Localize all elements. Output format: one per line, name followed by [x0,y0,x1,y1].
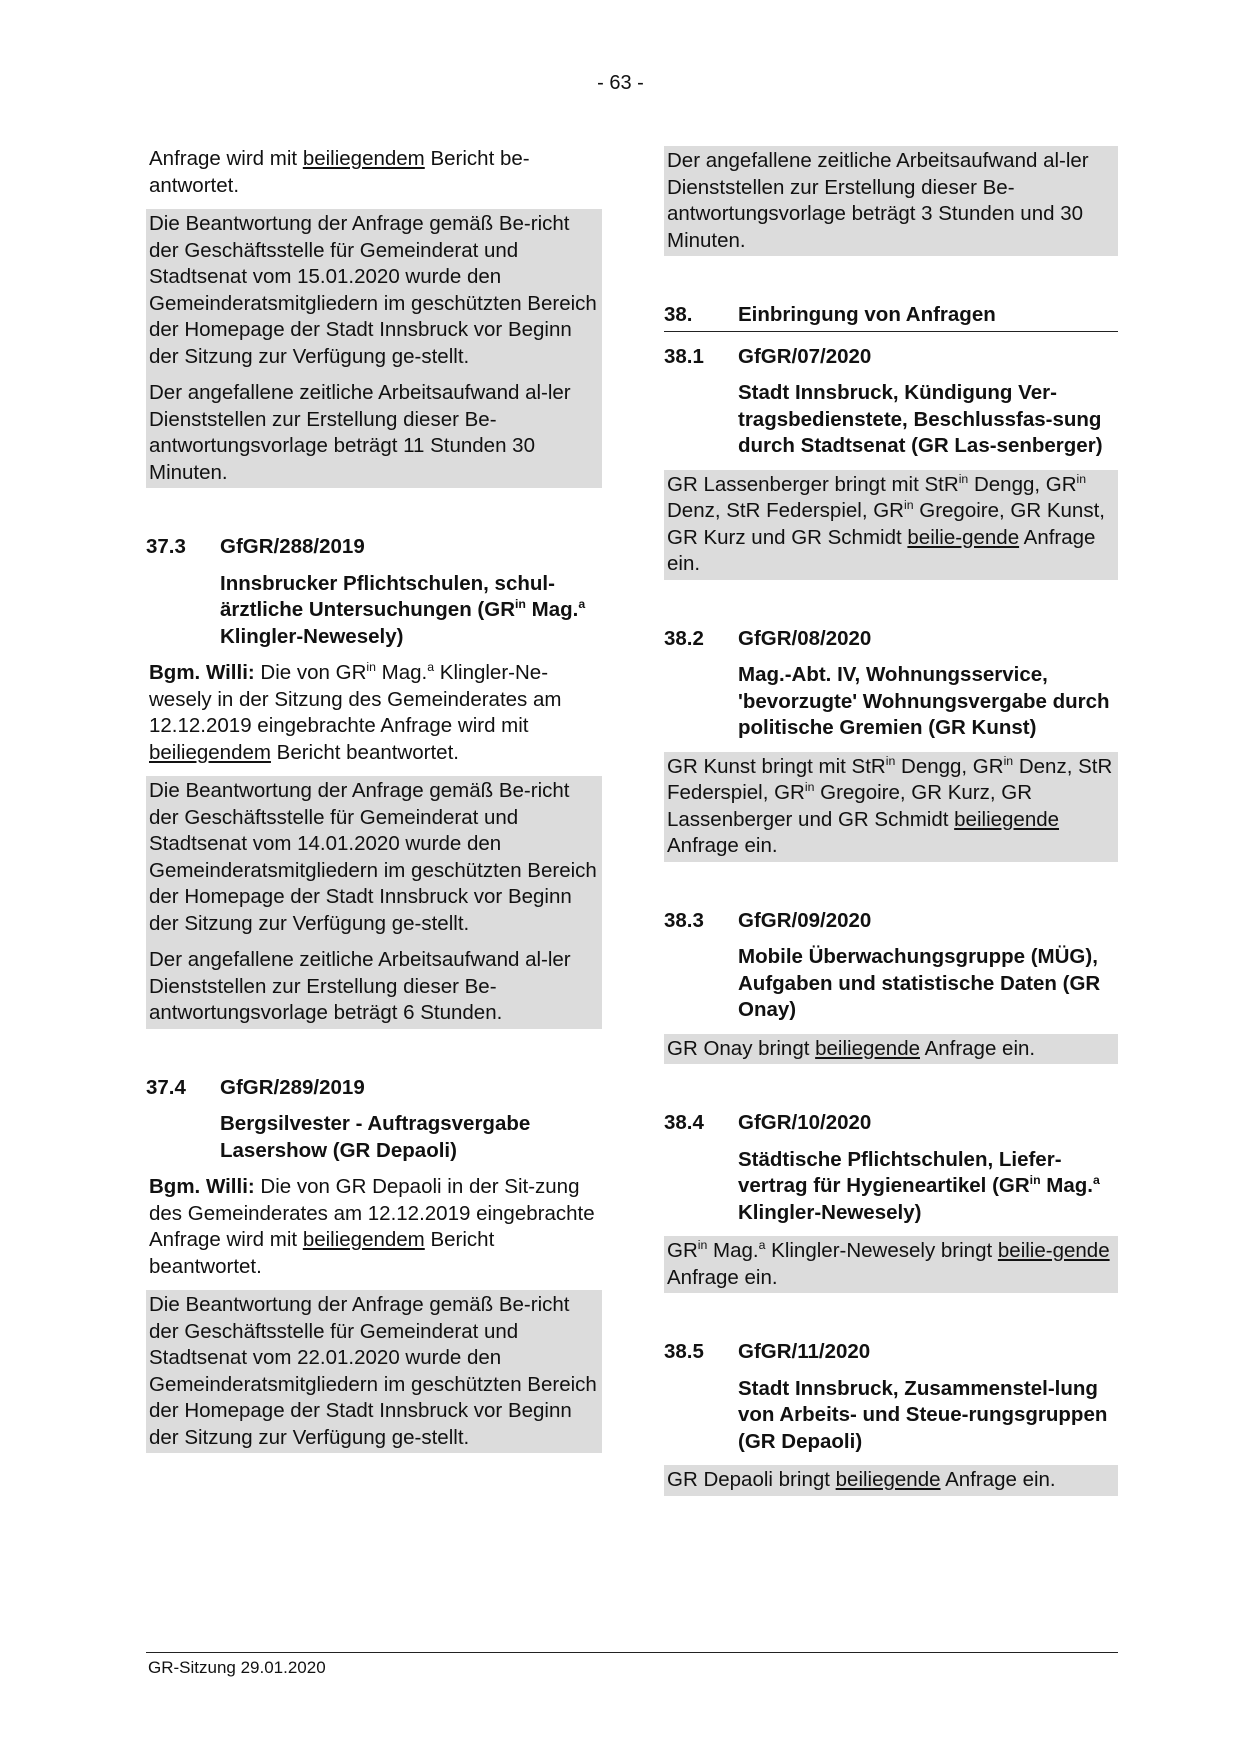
section-38-1-heading: 38.1 GfGR/07/2020 [664,344,872,368]
right-column [664,146,1118,1496]
section-38-2-title: Mag.-Abt. IV, Wohnungsservice, 'bevorzugte' Wohnungsvergabe durch politische Gremien (GR Kunst) [738,663,1110,739]
section-38-4-heading: 38.4 GfGR/10/2020 [664,1111,872,1134]
effort-box [664,146,1118,256]
response-text: Die Beantwortung der Anfrage gemäß Be-richt der Geschäftsstelle für Gemeinderat und Stadtsenat vom 14.01.2020 wurde den Gemeinderatsmitgliedern im geschützten Bereich der Homepage der Stadt Innsbruck vor Beginn der Sitzung zur Verfügung ge-stellt. [149,779,597,935]
response-box [146,1290,602,1453]
section-38-3-title: Mobile Überwachungsgruppe (MÜG), Aufgaben und statistische Daten (GR Onay) [738,945,1101,1021]
page-number: - 63 - [597,72,644,94]
inquiry-box [664,752,1118,862]
effort-text: Der angefallene zeitliche Arbeitsaufwand al-ler Dienststellen zur Erstellung dieser Be-antwortungsvorlage beträgt 3 Stunden und 30 Minuten. [667,149,1089,252]
section-38-1-title: Stadt Innsbruck, Kündigung Ver-tragsbedienstete, Beschlussfas-sung durch Stadtsenat (GR Las-senberger) [738,381,1103,457]
footer-text: GR-Sitzung 29.01.2020 [148,1658,326,1677]
inquiry-text: GR Kunst bringt mit StR$^{in}$ Dengg, $GR^{in}$ Denz, StR Federspiel, $GR^{in}$ Gregoire, GR Kurz, GR Lassenberger und GR Schmidt beiliegende Anfrage ein. [667,753,1113,857]
section-38-5-title: Stadt Innsbruck, Zusammenstel-lung von Arbeits- und Steue-rungsgruppen (GR Depaoli) [738,1376,1108,1453]
section-38-3-heading: 38.3 GfGR/09/2020 [664,908,872,932]
effort-text: Der angefallene zeitliche Arbeitsaufwand al-ler Dienststellen zur Erstellung dieser Be-antwortungsvorlage beträgt 6 Stunden. [149,948,571,1024]
response-text: Die Beantwortung der Anfrage gemäß Be-richt der Geschäftsstelle für Gemeinderat und Stadtsenat vom 22.01.2020 wurde den Gemeinderatsmitgliedern im geschützten Bereich der Homepage der Stadt Innsbruck vor Beginn der Sitzung zur Verfügung ge-stellt. [149,1293,597,1449]
inquiry-text: GR Depaoli bringt beiliegende Anfrage ein. [667,1468,1056,1491]
section-37-4-heading: 37.4 GfGR/289/2019 [146,1075,365,1099]
response-box [146,209,602,488]
section-38-4-title: Städtische Pflichtschulen, Liefer-vertrag für Hygieneartikel ($GR^{in}$ Mag.$^a$ Klingler-Newesely) [738,1147,1100,1224]
response-box [146,776,602,1029]
inquiry-box [664,1465,1118,1496]
section-37-3-title: Innsbrucker Pflichtschulen, schul-ärztliche Untersuchungen ($GR^{in}$ Mag.$^a$ Klingler-Newesely) [220,571,586,648]
inquiry-text: GR Lassenberger bringt mit StR$^{in}$ Dengg, $GR^{in}$ Denz, StR Federspiel, $GR^{in}$ Gregoire, GR Kunst, GR Kurz und GR Schmidt beilie-gende Anfrage ein. [667,471,1105,575]
section-37-3-text: Bgm. Willi: Die von $GR^{in}$ Mag.$^a$ Klingler-Ne-wesely in der Sitzung des Gemeinderates am 12.12.2019 eingebrachte Anfrage wird mit beiliegendem Bericht beantwortet. [149,660,562,764]
section-38-2-heading: 38.2 GfGR/08/2020 [664,626,872,650]
footer-rule [146,1652,1118,1653]
section-37-3-heading: 37.3 GfGR/288/2019 [146,535,365,558]
inquiry-text: $GR^{in}$ Mag.$^a$ Klingler-Newesely bringt beilie-gende Anfrage ein. [667,1238,1110,1289]
response-text: Die Beantwortung der Anfrage gemäß Be-richt der Geschäftsstelle für Gemeinderat und Stadtsenat vom 15.01.2020 wurde den Gemeinderatsmitgliedern im geschützten Bereich der Homepage der Stadt Innsbruck vor Beginn der Sitzung zur Verfügung ge-stellt. [149,212,597,368]
effort-text: Der angefallene zeitliche Arbeitsaufwand al-ler Dienststellen zur Erstellung dieser Be-antwortungsvorlage beträgt 11 Stunden 30 Minuten. [149,381,571,484]
section-38-heading: 38. Einbringung von Anfragen [664,302,1118,332]
intro-paragraph: Anfrage wird mit beiliegendem Bericht be-antwortet. [149,147,530,197]
section-37-4-text: Bgm. Willi: Die von GR Depaoli in der Sit-zung des Gemeinderates am 12.12.2019 eingebrachte Anfrage wird mit beiliegendem Bericht beantwortet. [149,1175,595,1278]
inquiry-box [664,1034,1118,1065]
section-38-5-heading: 38.5 GfGR/11/2020 [664,1340,871,1363]
section-37-4-title: Bergsilvester - Auftragsvergabe Lasershow (GR Depaoli) [220,1112,531,1162]
left-column [146,146,602,1453]
inquiry-box [664,470,1118,580]
inquiry-text: GR Onay bringt beiliegende Anfrage ein. [667,1036,1036,1060]
inquiry-box [664,1236,1118,1293]
